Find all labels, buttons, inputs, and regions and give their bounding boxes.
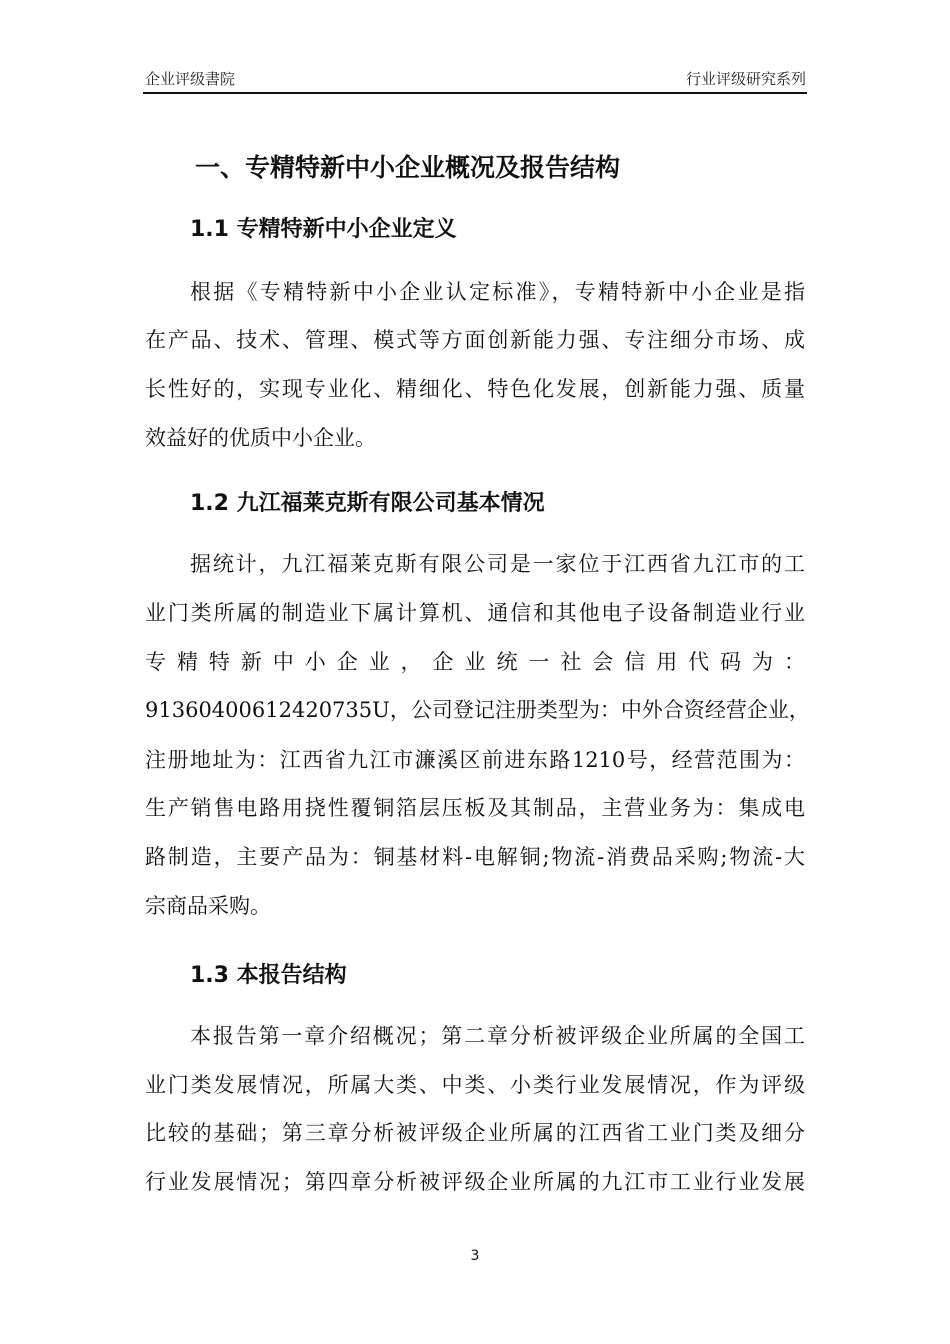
paragraph-line: 注册地址为：江西省九江市濂溪区前进东路1210号，经营范围为： [145, 748, 805, 772]
paragraph-line: 专精特新中小企业，企业统一社会信用代码为： [145, 650, 805, 674]
paragraph-line: 业门类发展情况，所属大类、中类、小类行业发展情况，作为评级 [145, 1073, 805, 1097]
page-number: 3 [470, 1248, 480, 1264]
paragraph-line: 长性好的，实现专业化、精细化、特色化发展，创新能力强、质量 [145, 377, 805, 401]
paragraph-line: 宗商品采购。 [145, 894, 271, 918]
paragraph-line: 91360400612420735U，公司登记注册类型为：中外合资经营企业， [145, 698, 810, 722]
subsection-title: 1.2 九江福莱克斯有限公司基本情况 [190, 491, 545, 516]
section-title: 一、专精特新中小企业概况及报告结构 [195, 153, 621, 182]
paragraph-line: 业门类所属的制造业下属计算机、通信和其他电子设备制造业行业 [145, 601, 805, 625]
paragraph-line: 据统计，九江福莱克斯有限公司是一家位于江西省九江市的工 [190, 552, 805, 576]
paragraph-line: 根据《专精特新中小企业认定标准》，专精特新中小企业是指 [190, 280, 805, 304]
paragraph-line: 本报告第一章介绍概况；第二章分析被评级企业所属的全国工 [190, 1024, 805, 1048]
paragraph-line: 路制造，主要产品为：铜基材料-电解铜;物流-消费品采购;物流-大 [145, 845, 805, 869]
paragraph-line: 行业发展情况；第四章分析被评级企业所属的九江市工业行业发展 [145, 1170, 805, 1194]
paragraph-line: 比较的基础；第三章分析被评级企业所属的江西省工业门类及细分 [145, 1121, 805, 1145]
subsection-title: 1.3 本报告结构 [190, 963, 347, 988]
paragraph-line: 在产品、技术、管理、模式等方面创新能力强、专注细分市场、成 [145, 328, 805, 352]
subsection-title: 1.1 专精特新中小企业定义 [190, 217, 457, 242]
paragraph-line: 效益好的优质中小企业。 [145, 426, 376, 450]
paragraph-line: 生产销售电路用挠性覆铜箔层压板及其制品，主营业务为：集成电 [145, 796, 805, 820]
header-left: 企业评级書院 [145, 70, 236, 88]
header-right: 行业评级研究系列 [685, 70, 806, 88]
header-rule [143, 92, 807, 94]
